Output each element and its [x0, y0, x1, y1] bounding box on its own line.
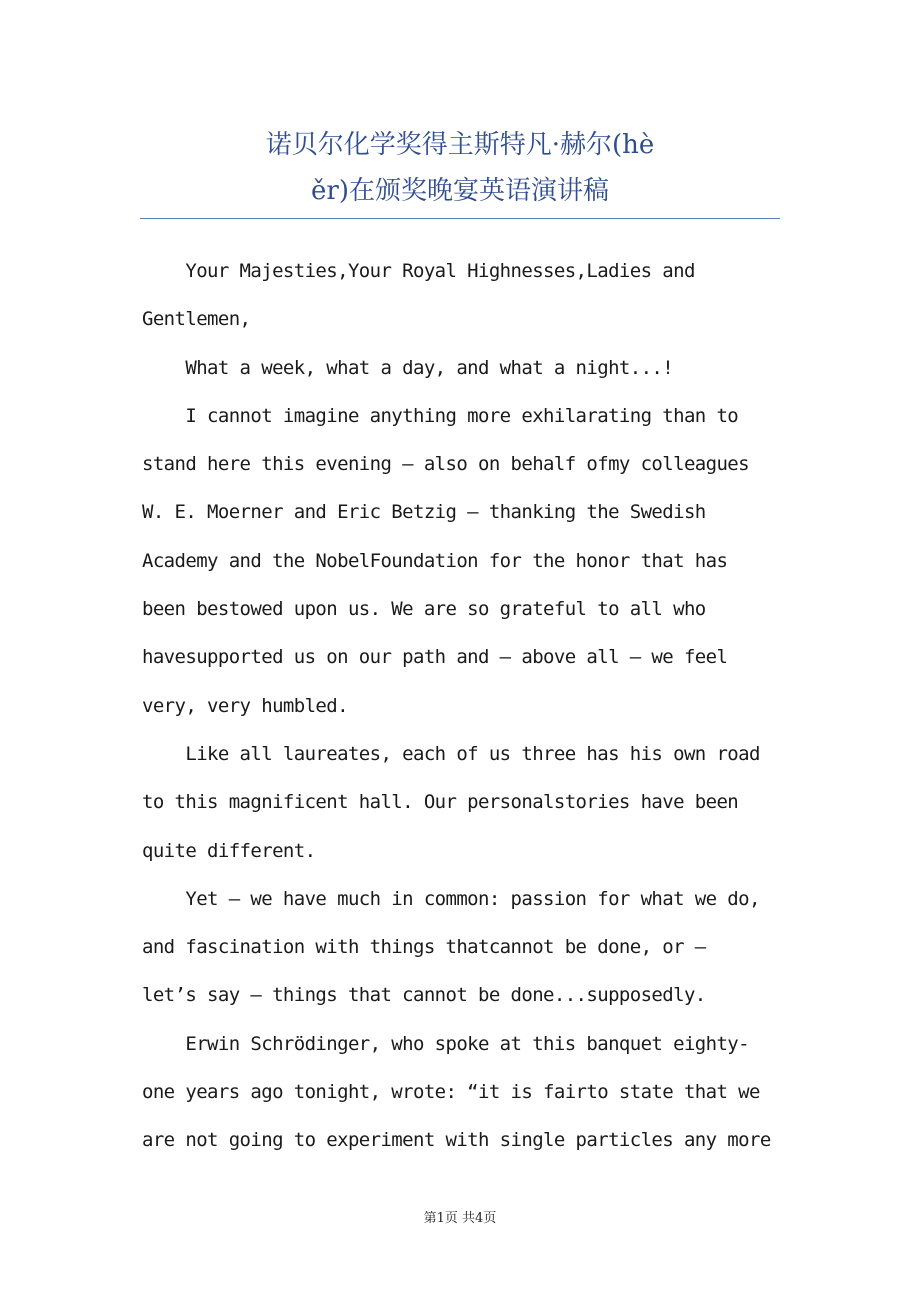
- body-line: Your Majesties,Your Royal Highnesses,Ladies and: [142, 260, 695, 282]
- body-line: and fascination with things thatcannot be done, or –: [142, 936, 706, 959]
- body-line: havesupported us on our path and – above all – we feel: [142, 646, 728, 669]
- body-line: to this magnificent hall. Our personalstories have been: [142, 791, 739, 814]
- body-line: stand here this evening – also on behalf ofmy colleagues: [142, 453, 749, 476]
- body-line: What a week, what a day, and what a night...!: [142, 356, 674, 379]
- body-line: Erwin Schrödinger, who spoke at this banquet eighty-: [142, 1032, 749, 1055]
- title-line-2: ěr)在颁奖晚宴英语演讲稿: [311, 176, 609, 206]
- body-line: quite different.: [142, 839, 316, 862]
- body-line: I cannot imagine anything more exhilarating than to: [142, 404, 739, 427]
- body-line: one years ago tonight, wrote: “it is fairto state that we: [142, 1081, 760, 1104]
- body-line: Yet – we have much in common: passion for what we do,: [142, 887, 760, 910]
- document-title: [140, 122, 780, 214]
- title-line-1: 诺贝尔化学奖得主斯特凡·赫尔(hè: [265, 130, 655, 160]
- body-line: are not going to experiment with single particles any more: [142, 1129, 771, 1152]
- body-line: Academy and the NobelFoundation for the honor that has: [142, 549, 728, 572]
- document-body: [142, 247, 782, 1165]
- page-footer: 第1页 共4页: [423, 1211, 497, 1226]
- body-line: Like all laureates, each of us three has his own road: [142, 742, 760, 765]
- body-line: let’s say – things that cannot be done...supposedly.: [142, 984, 706, 1007]
- body-line: Gentlemen,: [142, 308, 251, 331]
- title-divider: [140, 218, 780, 219]
- body-line: been bestowed upon us. We are so grateful to all who: [142, 598, 706, 621]
- body-line: W. E. Moerner and Eric Betzig – thanking the Swedish: [142, 501, 706, 524]
- body-line: very, very humbled.: [142, 694, 348, 717]
